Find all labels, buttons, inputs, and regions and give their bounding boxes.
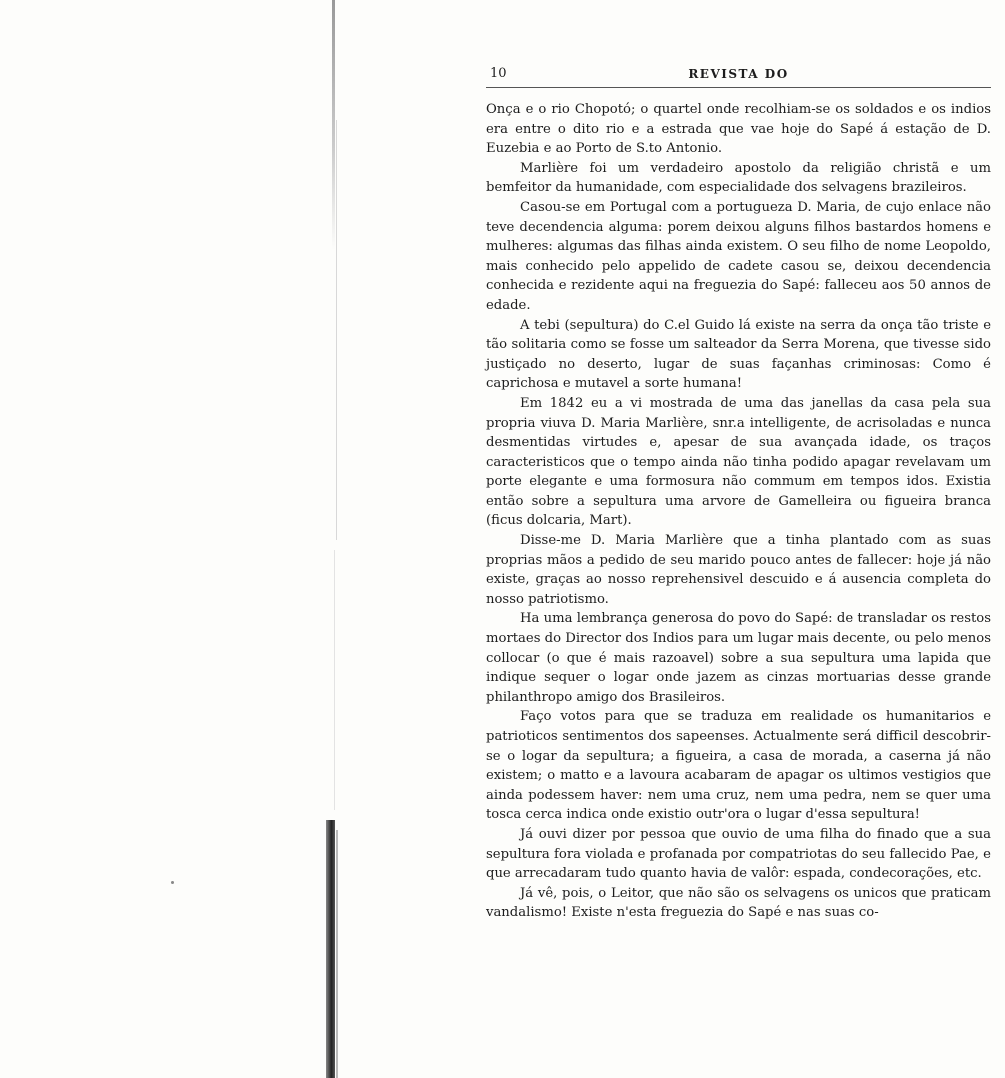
paragraph: A tebi (sepultura) do C.el Guido lá existe na serra da onça tão triste e tão solitaria como se fosse um salteador da Serra Morena, que tivesse sido justiçado no deserto, lugar de suas façanhas criminosas: Como é caprichosa e mutavel a sorte humana! [486, 317, 991, 392]
paragraph: Casou-se em Portugal com a portugueza D. Maria, de cujo enlace não teve decendencia alguma: porem deixou alguns filhos bastardos homens e mulheres: algumas das filhas ainda existem. O seu filho de nome Leopoldo, mais conhecido pelo appelido de cadete casou se, deixou decendencia conhecida e rezidente aqui na freguezia do Sapé: falleceu aos 50 annos de edade. [486, 199, 991, 313]
page-number: 10 [490, 66, 507, 81]
scan-speck [171, 881, 174, 884]
document-page [486, 62, 991, 923]
paragraph: Disse-me D. Maria Marlière que a tinha plantado com as suas proprias mãos a pedido de seu marido pouco antes de fallecer: hoje já não existe, graças ao nosso reprehensivel descuido e á ausencia completa do nosso patriotismo. [486, 533, 991, 607]
paragraph: Ha uma lembrança generosa do povo do Sapé: de transladar os restos mortaes do Director dos Indios para um lugar mais decente, ou pelo menos collocar (o que é mais razoavel) sobre a sua sepultura uma lapida que indique sequer o logar onde jazem as cinzas mortuarias desse grande philanthropo amigo dos Brasileiros. [486, 611, 991, 705]
body-text [486, 100, 991, 923]
page-gutter-binding [310, 0, 350, 1078]
paragraph: Em 1842 eu a vi mostrada de uma das janellas da casa pela sua propria viuva D. Maria Marlière, snr.a intelligente, de acrisoladas e nunca desmentidas virtudes e, apesar de sua avançada idade, os traços caracteristicos que o tempo ainda não tinha podido apagar revelavam um porte elegante e uma formosura não commum em tempos idos. Existia então sobre a sepultura uma arvore de Gamelleira ou figueira branca (ficus dolcaria, Mart). [486, 395, 991, 529]
running-title: REVISTA DO [688, 67, 789, 81]
paragraph: Marlière foi um verdadeiro apostolo da religião christã e um bemfeitor da humanidade, com especialidade dos selvagens brazileiros. [486, 160, 991, 196]
paragraph: Onça e o rio Chopotó; o quartel onde recolhiam-se os soldados e os indios era entre o dito rio e a estrada que vae hoje do Sapé á estação de D. Euzebia e ao Porto de S.to Antonio. [486, 102, 991, 157]
paragraph: Já vê, pois, o Leitor, que não são os selvagens os unicos que praticam vandalismo! Existe n'esta freguezia do Sapé e nas suas co- [486, 885, 991, 921]
running-header [486, 62, 991, 84]
paragraph: Já ouvi dizer por pessoa que ouvio de uma filha do finado que a sua sepultura fora violada e profanada por compatriotas do seu fallecido Pae, e que arrecadaram tudo quanto havia de valôr: espada, condecorações, etc. [486, 826, 991, 882]
header-rule [486, 87, 991, 88]
paragraph: Faço votos para que se traduza em realidade os humanitarios e patrioticos sentimentos dos sapeenses. Actualmente será difficil descobrir-se o logar da sepultura; a figueira, a casa de morada, a caserna já não existem; o matto e a lavoura acabaram de apagar os ultimos vestigios que ainda podessem haver: nem uma cruz, nem uma pedra, nem se quer uma tosca cerca indica onde existio outr'ora o lugar d'essa sepultura! [486, 709, 991, 823]
